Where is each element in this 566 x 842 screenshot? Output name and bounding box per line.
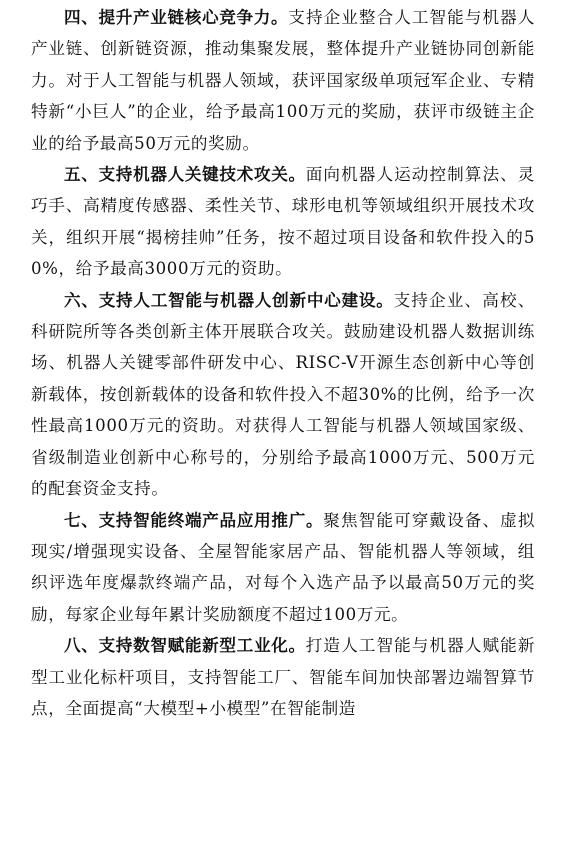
paragraph-seven-heading: 七、支持智能终端产品应用推广。 xyxy=(64,510,324,530)
document-page xyxy=(31,2,535,724)
paragraph-eight-body: 打造人工智能与机器人赋能新型工业化标杆项目，支持智能工厂、智能车间加快部署边端智算节点，全面提高“大模型+小模型”在智能制造 xyxy=(31,636,535,718)
paragraph-six-heading: 六、支持人工智能与机器人创新中心建设。 xyxy=(64,290,394,310)
paragraph-eight xyxy=(31,630,535,724)
paragraph-four xyxy=(31,2,535,159)
paragraph-five-body: 面向机器人运动控制算法、灵巧手、高精度传感器、柔性关节、球形电机等领域组织开展技术攻关，组织开展“揭榜挂帅”任务，按不超过项目设备和软件投入的50%，给予最高3000万元的资助。 xyxy=(31,165,535,279)
paragraph-eight-heading: 八、支持数智赋能新型工业化。 xyxy=(64,636,306,656)
paragraph-seven xyxy=(31,505,535,631)
paragraph-six xyxy=(31,285,535,505)
paragraph-four-body: 支持企业整合人工智能与机器人产业链、创新链资源，推动集聚发展，整体提升产业链协同创新能力。对于人工智能与机器人领域，获评国家级单项冠军企业、专精特新“小巨人”的企业，给予最高100万元的奖励，获评市级链主企业的给予最高50万元的奖励。 xyxy=(31,8,535,153)
paragraph-seven-body: 聚焦智能可穿戴设备、虚拟现实/增强现实设备、全屋智能家居产品、智能机器人等领域，组织评选年度爆款终端产品，对每个入选产品予以最高50万元的奖励，每家企业每年累计奖励额度不超过100万元。 xyxy=(31,510,536,624)
paragraph-six-body: 支持企业、高校、科研院所等各类创新主体开展联合攻关。鼓励建设机器人数据训练场、机器人关键零部件研发中心、RISC-V开源生态创新中心等创新载体，按创新载体的设备和软件投入不超30%的比例，给予一次性最高1000万元的资助。对获得人工智能与机器人领域国家级、省级制造业创新中心称号的，分别给予最高1000万元、500万元的配套资金支持。 xyxy=(31,290,535,499)
paragraph-five xyxy=(31,159,535,285)
paragraph-four-heading: 四、提升产业链核心竞争力。 xyxy=(64,8,289,27)
paragraph-five-heading: 五、支持机器人关键技术攻关。 xyxy=(64,165,306,185)
